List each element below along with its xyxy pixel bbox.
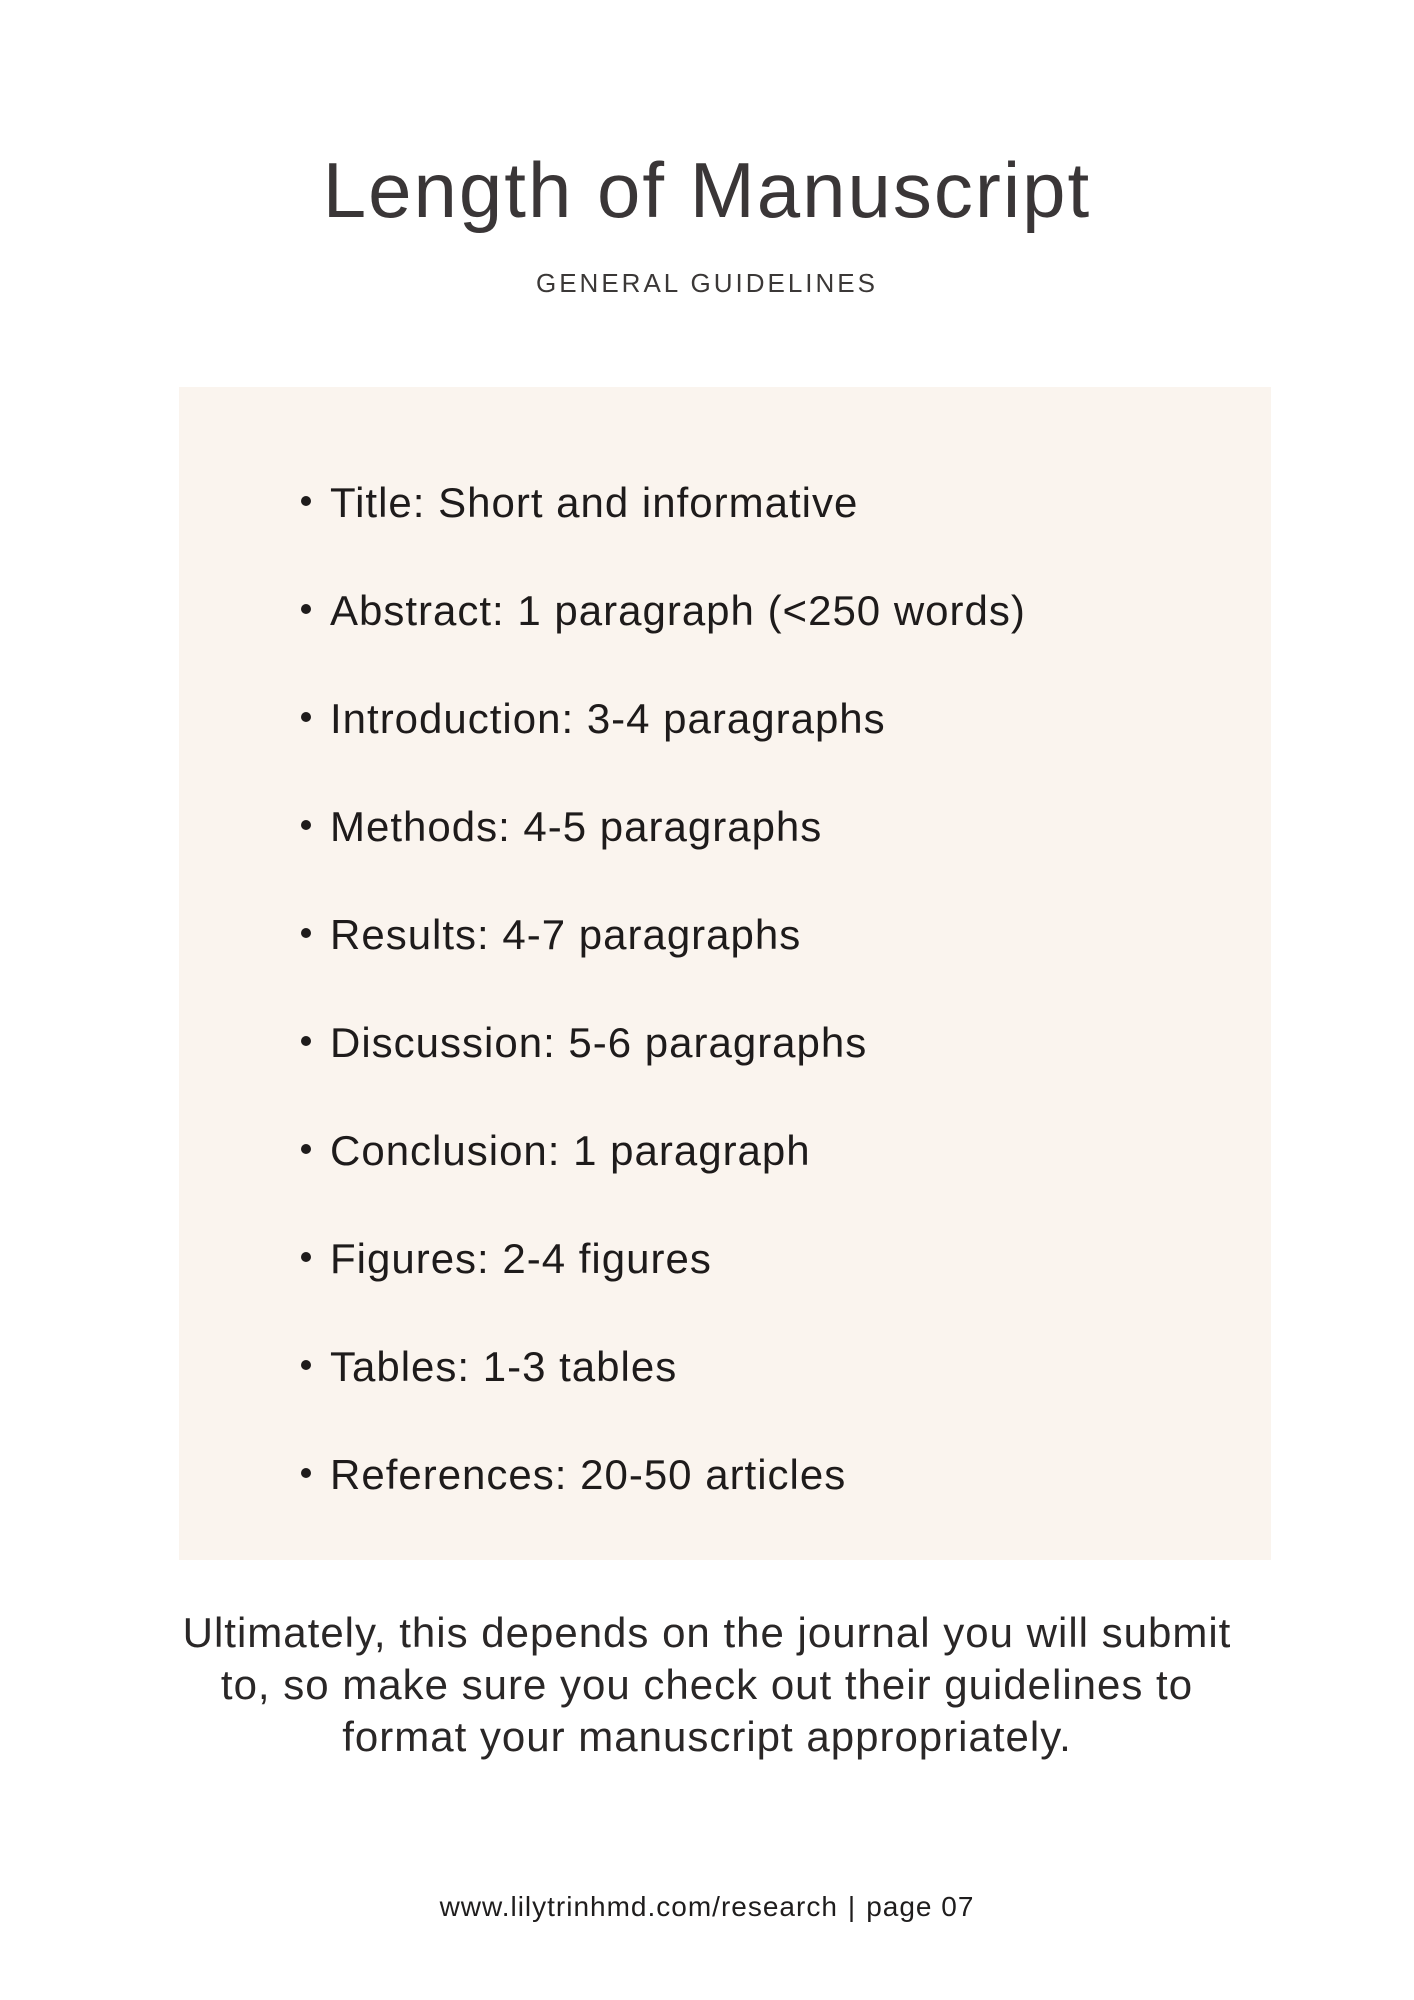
list-item (179, 803, 1271, 850)
bullet-icon (301, 712, 311, 722)
footer-url: www.lilytrinhmd.com/research (439, 1891, 838, 1922)
list-item (179, 695, 1271, 742)
page-footer (0, 1890, 1414, 1924)
list-item-text: Abstract: 1 paragraph (<250 words) (330, 587, 1026, 634)
bullet-icon (301, 1252, 311, 1262)
list-item (179, 1127, 1271, 1174)
page-title: Length of Manuscript (322, 146, 1092, 234)
closing-note: Ultimately, this depends on the journal you will submit to, so make sure you check out their guidelines to format your manuscript appropriately. (182, 1609, 1232, 1760)
bullet-icon (301, 820, 311, 830)
page-subtitle: GENERAL GUIDELINES (535, 268, 878, 298)
list-item-text: Conclusion: 1 paragraph (330, 1127, 811, 1174)
list-item-text: Figures: 2-4 figures (330, 1235, 712, 1282)
list-item-text: Discussion: 5-6 paragraphs (330, 1019, 868, 1066)
footer-separator: | (847, 1891, 857, 1922)
list-item-text: Methods: 4-5 paragraphs (330, 803, 823, 850)
bullet-icon (301, 1036, 311, 1046)
bullet-icon (301, 496, 311, 506)
bullet-icon (301, 1144, 311, 1154)
list-item (179, 479, 1271, 526)
bullet-icon (301, 928, 311, 938)
bullet-icon (301, 1360, 311, 1370)
list-item-text: References: 20-50 articles (330, 1451, 847, 1498)
list-item-text: Title: Short and informative (330, 479, 859, 526)
list-item (179, 1235, 1271, 1282)
list-item-text: Results: 4-7 paragraphs (330, 911, 802, 958)
list-item (179, 1451, 1271, 1498)
list-item (179, 911, 1271, 958)
bullet-icon (301, 1468, 311, 1478)
list-item (179, 1343, 1271, 1390)
list-item (179, 1019, 1271, 1066)
guidelines-panel (179, 387, 1271, 1560)
guidelines-list (179, 479, 1271, 1498)
list-item (179, 587, 1271, 634)
bullet-icon (301, 604, 311, 614)
footer-page-number: page 07 (866, 1891, 975, 1922)
list-item-text: Introduction: 3-4 paragraphs (330, 695, 886, 742)
list-item-text: Tables: 1-3 tables (330, 1343, 678, 1390)
